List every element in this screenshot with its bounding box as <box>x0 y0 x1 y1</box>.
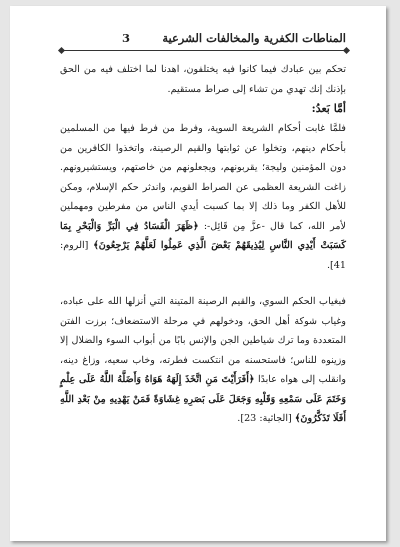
quran-verse-2: ﴿أَفَرَأَيْتَ مَنِ اتَّخَذَ إِلَهَهُ هَوَاهُ وَأَضَلَّهُ اللَّهُ عَلَى عِلْمٍ وَخَتَمَ عَلَى سَمْعِهِ وَقَلْبِهِ وَجَعَلَ عَلَى بَصَرِهِ غِشَاوَةً فَمَنْ يَهْدِيهِ مِنْ بَعْدِ اللَّهِ أَفَلَا تَذَكَّرُونَ﴾ <box>60 374 346 424</box>
section-heading: أمَّا بَعدُ: <box>311 102 346 115</box>
paragraph-2 <box>60 119 346 275</box>
paragraph-3 <box>60 292 346 429</box>
page-number: 3 <box>122 31 131 45</box>
quran-verse-1: ﴿ظَهَرَ الْفَسَادُ فِي الْبَرِّ وَالْبَحْرِ بِمَا كَسَبَتْ أَيْدِي النَّاسِ لِيُذِيقَهُمْ بَعْضَ الَّذِي عَمِلُوا لَعَلَّهُمْ يَرْجِعُونَ﴾ <box>60 220 346 251</box>
page-body <box>60 60 346 429</box>
header-divider <box>62 50 346 51</box>
page-header <box>62 31 346 47</box>
paragraph-3-text: فبغياب الحكم السوي، والقيم الرصينة المتينة التي أنزلها الله على عباده، وغياب شوكة أهل الحق، ودخولهم في مرحلة الاستضعاف؛ برزت الفتن المتعددة وما ترك شياطين الجن والإنس بابًا من أبواب السوء والضلال إلا وزينوه للناس؛ فاستحسنه من انتكست فطرته، وخاب سعيه، وزاغ دينه، وانقلب إلى هواه عابدًا <box>60 296 346 385</box>
verse-reference-1: [الروم: 41]. <box>60 240 346 271</box>
paragraph-2-text: فلمَّا غابت أحكام الشريعة السوية، وفرط من فرط فيها من المسلمين بأحكام دينهم، وتخلوا عن ثوابتها والقيم الرصينة، واتخذوا الكافرين من دون المؤمنين وليجة؛ يقربونهم، ويجعلونهم من خاصتهم، ويستشيرونهم. زاغت الشريعة العظمى عن الصراط القويم، واندثر حكم الإسلام، ومكن للأهل الكفر وما ذلك إلا بما كسبت أيدي الناس من مفرطين ومهملين لأمر الله، كما قال -عزَّ مِن قَائِل-: <box>60 123 346 232</box>
running-title: المناطات الكفرية والمخالفات الشرعية <box>162 31 346 45</box>
document-page <box>10 6 386 541</box>
verse-reference-2: [الجاثية: 23]. <box>237 413 292 424</box>
paragraph-1: تحكم بين عبادك فيما كانوا فيه يختلفون، اهدنا لما اختلف فيه من الحق بإذنك إنك تهدي من تشاء إلى صراط مستقيم. <box>60 64 346 95</box>
